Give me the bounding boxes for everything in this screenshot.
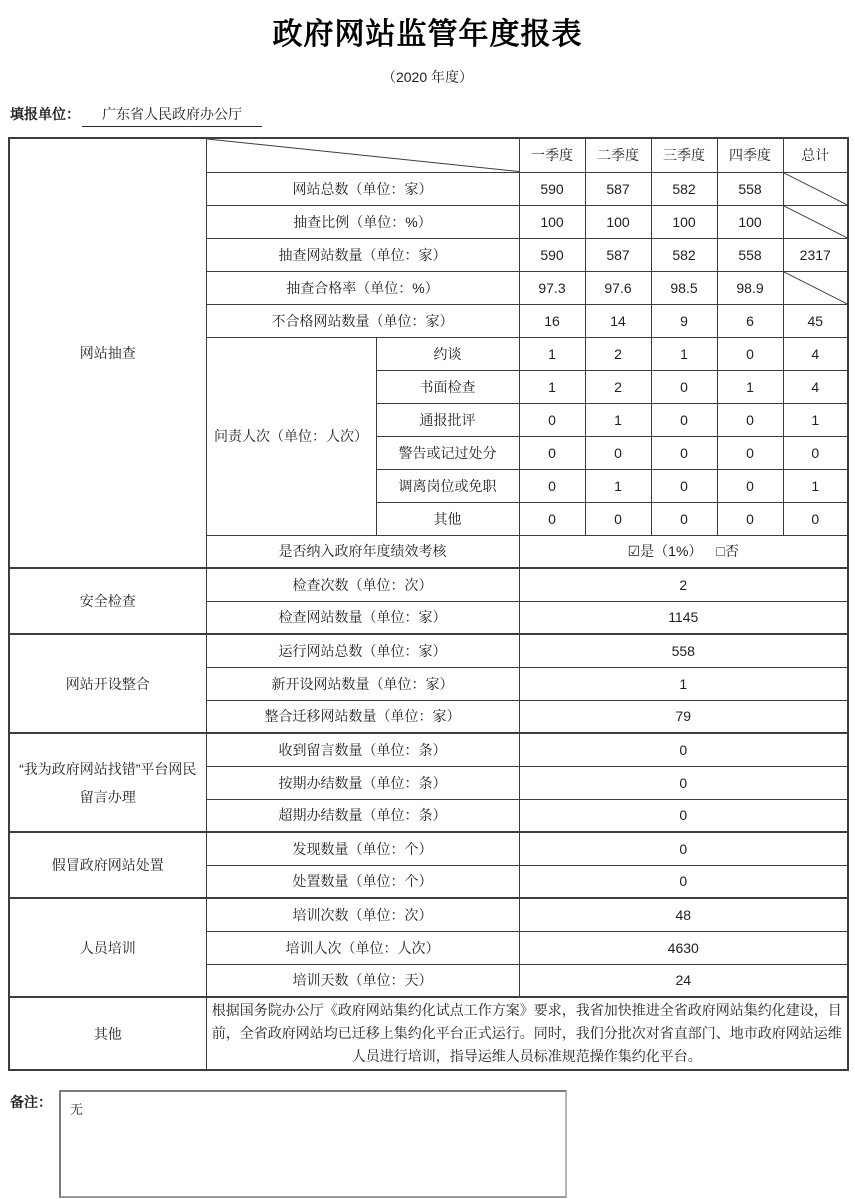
other-paragraph: 根据国务院办公厅《政府网站集约化试点工作方案》要求，我省加快推进全省政府网站集约化建设，目前，全省政府网站均已迁移上集约化平台正式运行。同时，我们分批次对省直部门、地市政府网站运维人员进行培训，指导运维人员标准规范操作集约化平台。 bbox=[206, 997, 848, 1070]
row-label: 发现数量（单位：个） bbox=[206, 832, 519, 865]
cell-value: 1 bbox=[585, 403, 651, 436]
cell-value: 16 bbox=[519, 304, 585, 337]
cell-value: 558 bbox=[717, 238, 783, 271]
cell-value: 0 bbox=[717, 469, 783, 502]
cell-value: 0 bbox=[519, 436, 585, 469]
category-personnel-training: 人员培训 bbox=[9, 898, 206, 997]
diagonal-cell bbox=[783, 172, 848, 205]
cell-value: 2 bbox=[585, 337, 651, 370]
cell-value: 0 bbox=[651, 469, 717, 502]
cell-value: 0 bbox=[651, 370, 717, 403]
cell-value: 1145 bbox=[519, 601, 848, 634]
cell-value: 2 bbox=[585, 370, 651, 403]
row-label: 新开设网站数量（单位：家） bbox=[206, 667, 519, 700]
row-label: 警告或记过处分 bbox=[376, 436, 519, 469]
row-label: 抽查网站数量（单位：家） bbox=[206, 238, 519, 271]
cell-total: 45 bbox=[783, 304, 848, 337]
cell-value: 0 bbox=[519, 403, 585, 436]
row-fake-found bbox=[9, 832, 848, 865]
category-fake-websites: 假冒政府网站处置 bbox=[9, 832, 206, 898]
remarks-section bbox=[10, 1090, 855, 1198]
row-running-websites bbox=[9, 634, 848, 667]
cell-value: 0 bbox=[585, 436, 651, 469]
cell-value: 100 bbox=[717, 205, 783, 238]
row-label: 处置数量（单位：个） bbox=[206, 865, 519, 898]
cell-value: 0 bbox=[717, 436, 783, 469]
cell-value: 1 bbox=[519, 337, 585, 370]
diagonal-line-icon bbox=[207, 139, 519, 172]
cell-value: 0 bbox=[519, 832, 848, 865]
row-label: 抽查合格率（单位：%） bbox=[206, 271, 519, 304]
row-messages-received bbox=[9, 733, 848, 766]
cell-value: 4630 bbox=[519, 931, 848, 964]
cell-total: 2317 bbox=[783, 238, 848, 271]
cell-value: 0 bbox=[519, 733, 848, 766]
row-label: 培训次数（单位：次） bbox=[206, 898, 519, 931]
checkbox-no[interactable]: □否 bbox=[716, 543, 739, 560]
reporting-unit-label: 填报单位： bbox=[10, 106, 80, 122]
remarks-box[interactable] bbox=[59, 1090, 567, 1198]
cell-value: 1 bbox=[717, 370, 783, 403]
cell-value: 97.6 bbox=[585, 271, 651, 304]
cell-value: 24 bbox=[519, 964, 848, 997]
cell-value: 97.3 bbox=[519, 271, 585, 304]
diagonal-header-cell bbox=[206, 138, 519, 172]
cell-value: 0 bbox=[519, 469, 585, 502]
cell-value: 9 bbox=[651, 304, 717, 337]
page-subtitle: （2020 年度） bbox=[381, 69, 474, 85]
cell-value: 590 bbox=[519, 172, 585, 205]
col-header-total: 总计 bbox=[783, 138, 848, 172]
row-label: 不合格网站数量（单位：家） bbox=[206, 304, 519, 337]
diagonal-line-icon bbox=[784, 206, 848, 238]
cell-value: 6 bbox=[717, 304, 783, 337]
cell-value: 0 bbox=[519, 799, 848, 832]
cell-value: 2 bbox=[519, 568, 848, 601]
category-other: 其他 bbox=[9, 997, 206, 1070]
cell-value: 0 bbox=[519, 766, 848, 799]
row-label: 运行网站总数（单位：家） bbox=[206, 634, 519, 667]
cell-value: 1 bbox=[651, 337, 717, 370]
col-header-q3: 三季度 bbox=[651, 138, 717, 172]
cell-value: 100 bbox=[519, 205, 585, 238]
page-title: 政府网站监管年度报表 bbox=[272, 18, 583, 51]
cell-value: 558 bbox=[519, 634, 848, 667]
row-label: 按期办结数量（单位：条） bbox=[206, 766, 519, 799]
assessment-value-cell bbox=[519, 535, 848, 568]
cell-value: 0 bbox=[585, 502, 651, 535]
row-label: 检查次数（单位：次） bbox=[206, 568, 519, 601]
col-header-q2: 二季度 bbox=[585, 138, 651, 172]
cell-value: 0 bbox=[717, 403, 783, 436]
cell-total: 0 bbox=[783, 502, 848, 535]
diagonal-cell bbox=[783, 205, 848, 238]
row-label: 收到留言数量（单位：条） bbox=[206, 733, 519, 766]
row-label: 调离岗位或免职 bbox=[376, 469, 519, 502]
cell-value: 0 bbox=[717, 337, 783, 370]
cell-value: 1 bbox=[519, 370, 585, 403]
cell-total: 1 bbox=[783, 403, 848, 436]
cell-value: 48 bbox=[519, 898, 848, 931]
row-other bbox=[9, 997, 848, 1070]
row-label: 培训天数（单位：天） bbox=[206, 964, 519, 997]
cell-total: 0 bbox=[783, 436, 848, 469]
cell-value: 0 bbox=[651, 502, 717, 535]
cell-value: 0 bbox=[717, 502, 783, 535]
row-label: 抽查比例（单位：%） bbox=[206, 205, 519, 238]
row-label: 是否纳入政府年度绩效考核 bbox=[206, 535, 519, 568]
cell-value: 1 bbox=[519, 667, 848, 700]
cell-value: 587 bbox=[585, 172, 651, 205]
row-label: 网站总数（单位：家） bbox=[206, 172, 519, 205]
row-label: 通报批评 bbox=[376, 403, 519, 436]
cell-value: 1 bbox=[585, 469, 651, 502]
cell-value: 0 bbox=[519, 502, 585, 535]
reporting-unit-line bbox=[10, 104, 855, 127]
row-training-times bbox=[9, 898, 848, 931]
table-header-row bbox=[9, 138, 848, 172]
row-label: 检查网站数量（单位：家） bbox=[206, 601, 519, 634]
cell-value: 587 bbox=[585, 238, 651, 271]
cell-value: 14 bbox=[585, 304, 651, 337]
row-security-check-times bbox=[9, 568, 848, 601]
row-label: 约谈 bbox=[376, 337, 519, 370]
row-label: 培训人次（单位：人次） bbox=[206, 931, 519, 964]
cell-total: 1 bbox=[783, 469, 848, 502]
cell-value: 558 bbox=[717, 172, 783, 205]
col-header-q4: 四季度 bbox=[717, 138, 783, 172]
cell-value: 0 bbox=[651, 436, 717, 469]
cell-value: 79 bbox=[519, 700, 848, 733]
cell-total: 4 bbox=[783, 370, 848, 403]
category-security-check: 安全检查 bbox=[9, 568, 206, 634]
diagonal-cell bbox=[783, 271, 848, 304]
category-error-feedback: “我为政府网站找错”平台网民留言办理 bbox=[9, 733, 206, 832]
cell-value: 98.9 bbox=[717, 271, 783, 304]
cell-value: 100 bbox=[585, 205, 651, 238]
cell-value: 590 bbox=[519, 238, 585, 271]
remarks-value: 无 bbox=[70, 1102, 84, 1117]
reporting-unit-value: 广东省人民政府办公厅 bbox=[82, 104, 262, 127]
checkbox-yes[interactable]: ☑是（1%） bbox=[627, 543, 703, 560]
diagonal-line-icon bbox=[784, 272, 848, 304]
col-header-q1: 一季度 bbox=[519, 138, 585, 172]
remarks-label: 备注： bbox=[10, 1094, 52, 1110]
category-website-integration: 网站开设整合 bbox=[9, 634, 206, 733]
cell-value: 582 bbox=[651, 172, 717, 205]
row-label: 整合迁移网站数量（单位：家） bbox=[206, 700, 519, 733]
cell-value: 582 bbox=[651, 238, 717, 271]
report-table bbox=[8, 137, 849, 1071]
diagonal-line-icon bbox=[784, 173, 848, 205]
row-label: 其他 bbox=[376, 502, 519, 535]
row-label: 超期办结数量（单位：条） bbox=[206, 799, 519, 832]
cell-value: 0 bbox=[651, 403, 717, 436]
accountability-label: 问责人次（单位：人次） bbox=[206, 337, 376, 535]
row-label: 书面检查 bbox=[376, 370, 519, 403]
cell-value: 98.5 bbox=[651, 271, 717, 304]
cell-value: 100 bbox=[651, 205, 717, 238]
cell-total: 4 bbox=[783, 337, 848, 370]
category-website-sampling: 网站抽查 bbox=[9, 138, 206, 568]
cell-value: 0 bbox=[519, 865, 848, 898]
